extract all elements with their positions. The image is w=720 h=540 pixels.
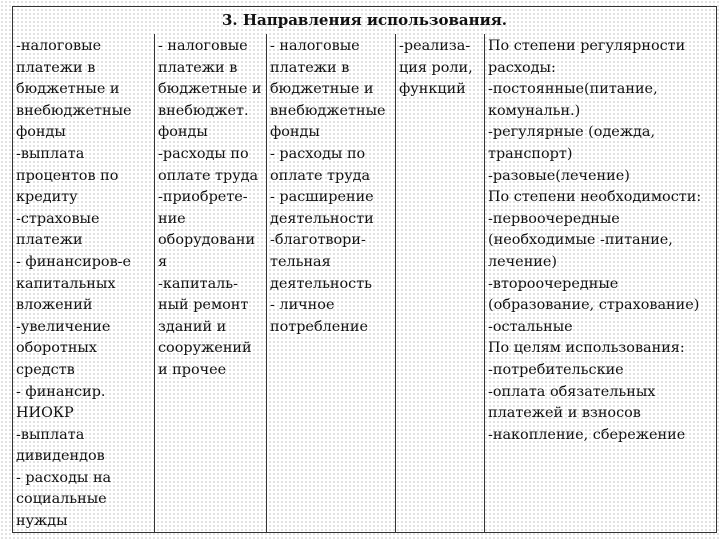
column-households: По степени регулярности расходы: -постоянные(питание, комунальн.) -регулярные (одежда, транспорт) -разовые(лечение) По степени необходимости: -первоочередные (необходимые -питание, лечение) -второочередные (образование, страхование) -остальные По целям использования: -потребительские -оплата обязательных платежей и взносов -накопление, сбережение [488, 38, 702, 443]
column-government: -реализа- ция роли, функций [399, 38, 473, 98]
column-divider [266, 34, 267, 532]
table-title: 3. Направления использования. [221, 11, 508, 29]
column-divider [484, 34, 485, 532]
column-divider [395, 34, 396, 532]
column-divider [154, 34, 155, 532]
column-enterprises: -налоговые платежи в бюджетные и внебюджетные фонды -выплата процентов по кредиту -страховые платежи - финансиров-е капитальных вложений -увеличение оборотных средств - финансир. НИОКР -выплата дивидендов - расходы на социальные нужды [16, 38, 132, 530]
column-organizations: - налоговые платежи в бюджетные и внебюджет. фонды -расходы по оплате труда -приобрете- ние оборудовани я -капиталь- ный ремонт зданий и сооружений и прочее [158, 38, 262, 378]
column-nonprofit: - налоговые платежи в бюджетные и внебюджетные фонды - расходы по оплате труда - расширение деятельности -благотвори- тельная деятельность - личное потребление [270, 38, 386, 335]
usage-table [12, 6, 717, 533]
